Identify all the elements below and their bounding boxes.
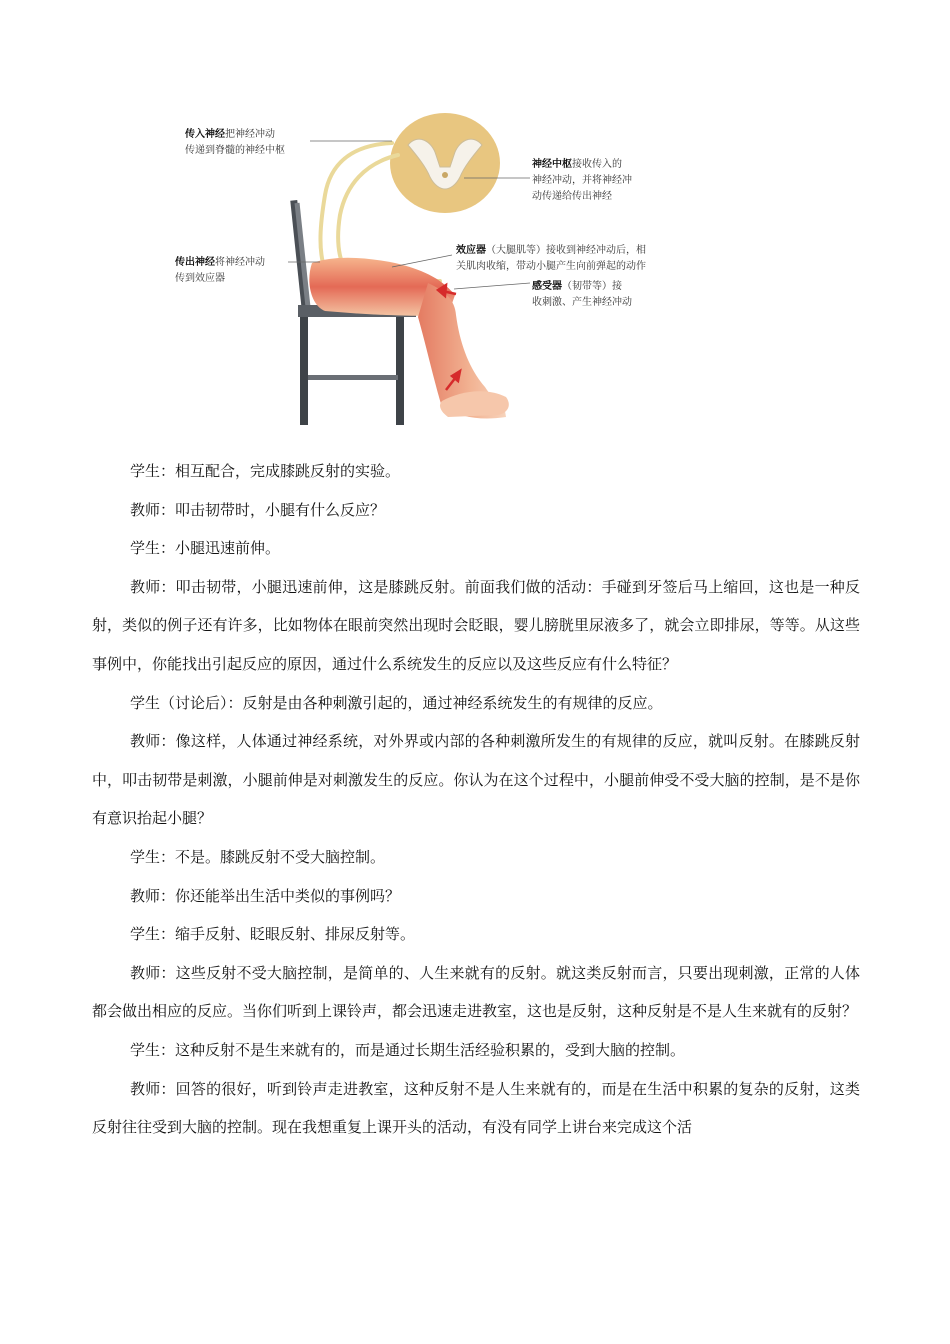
paragraph: 教师：叩击韧带时，小腿有什么反应？ [130,500,386,519]
receptor-label: 感受器（韧带等）接 收刺激、产生神经冲动 [532,281,632,308]
paragraph: 教师：回答的很好，听到铃声走进教室，这种反射不是人生来就有的，而是在生活中积累的复杂的反射，这类反射往往受到大脑的控制。现在我想重复上课开头的活动，有没有同学上讲台来完成这个活 [92,1079,860,1137]
efferent-nerve-label: 传出神经将神经冲动 传到效应器 [175,257,265,284]
afferent-nerve-label: 传入神经把神经冲动 传递到脊髓的神经中枢 [185,129,285,156]
paragraph: 学生：缩手反射、眨眼反射、排尿反射等。 [130,925,416,944]
knee-jerk-reflex-figure [160,105,700,435]
paragraph: 学生：这种反射不是生来就有的，而是通过长期生活经验积累的，受到大脑的控制。 [130,1040,686,1059]
nerve-center-label: 神经中枢接收传入的 神经冲动，并将神经冲 动传递给传出神经 [532,159,632,202]
paragraph: 教师：这些反射不受大脑控制，是简单的、人生来就有的反射。就这类反射而言，只要出现刺激，正常的人体都会做出相应的反应。当你们听到上课铃声，都会迅速走进教室，这也是反射，这种反射是不是人生来就有的反射？ [92,963,860,1021]
paragraph: 教师：像这样，人体通过神经系统，对外界或内部的各种刺激所发生的有规律的反应，就叫反射。在膝跳反射中，叩击韧带是刺激，小腿前伸是对刺激发生的反应。你认为在这个过程中，小腿前伸受不受大脑的控制，是不是你有意识抬起小腿？ [92,732,860,828]
paragraph: 教师：叩击韧带，小腿迅速前伸，这是膝跳反射。前面我们做的活动：手碰到牙签后马上缩回，这也是一种反射，类似的例子还有许多，比如物体在眼前突然出现时会眨眼，婴儿膀胱里尿液多了，就会立即排尿，等等。从这些事例中，你能找出引起反应的原因，通过什么系统发生的反应以及这些反应有什么特征？ [92,577,860,673]
dialogue-text [92,452,860,1147]
spinal-cord-section [390,113,500,213]
paragraph: 学生：小腿迅速前伸。 [130,539,281,558]
paragraph: 学生：不是。膝跳反射不受大脑控制。 [130,847,386,866]
paragraph: 教师：你还能举出生活中类似的事例吗？ [130,886,401,905]
effector-label: 效应器（大腿肌等）接收到神经冲动后，相 关肌肉收缩，带动小腿产生向前弹起的动作 [456,245,646,272]
paragraph: 学生：相互配合，完成膝跳反射的实验。 [130,462,401,480]
paragraph: 学生（讨论后）：反射是由各种刺激引起的，通过神经系统发生的有规律的反应。 [130,693,663,712]
